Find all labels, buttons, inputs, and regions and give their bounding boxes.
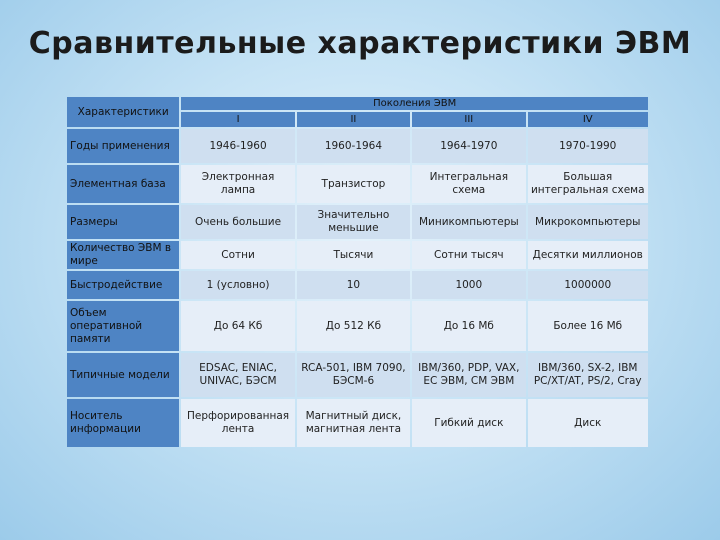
table-cell: Электронная лампа — [181, 165, 294, 203]
table-cell: 1970-1990 — [528, 129, 649, 163]
table-row — [67, 165, 648, 203]
table-cell: EDSAC, ENIAC, UNIVAC, БЭСМ — [181, 353, 294, 397]
row-label: Быстродействие — [67, 271, 179, 299]
table-cell: До 16 Мб — [412, 301, 525, 351]
row-label: Размеры — [67, 205, 179, 239]
row-label: Элементная база — [67, 165, 179, 203]
header-row-generations — [67, 97, 648, 110]
table-cell: IBM/360, SX-2, IBM PC/XT/AT, PS/2, Cray — [528, 353, 649, 397]
table-cell: 1000 — [412, 271, 525, 299]
table-cell: Диск — [528, 399, 649, 447]
table-cell: 1000000 — [528, 271, 649, 299]
header-generation-2: II — [297, 112, 410, 127]
table-cell: Сотни — [181, 241, 294, 269]
row-label: Годы применения — [67, 129, 179, 163]
table-cell: Микрокомпьютеры — [528, 205, 649, 239]
table-cell: Более 16 Мб — [528, 301, 649, 351]
table-row — [67, 205, 648, 239]
table-cell: Сотни тысяч — [412, 241, 525, 269]
table-cell: Десятки миллионов — [528, 241, 649, 269]
table-cell: 10 — [297, 271, 410, 299]
row-label: Типичные модели — [67, 353, 179, 397]
table-cell: Перфорированная лента — [181, 399, 294, 447]
table-row — [67, 353, 648, 397]
row-label: Носитель информации — [67, 399, 179, 447]
table-cell: Очень большие — [181, 205, 294, 239]
table-row — [67, 271, 648, 299]
header-generation-4: IV — [528, 112, 649, 127]
table-row — [67, 129, 648, 163]
table-cell: Значительно меньшие — [297, 205, 410, 239]
table-cell: Интегральная схема — [412, 165, 525, 203]
header-generation-3: III — [412, 112, 525, 127]
header-generation-1: I — [181, 112, 294, 127]
table-cell: Миникомпьютеры — [412, 205, 525, 239]
table-cell: 1964-1970 — [412, 129, 525, 163]
table-row — [67, 301, 648, 351]
table-cell: До 512 Кб — [297, 301, 410, 351]
table-cell: 1960-1964 — [297, 129, 410, 163]
table-cell: Магнитный диск, магнитная лента — [297, 399, 410, 447]
table-cell: 1 (условно) — [181, 271, 294, 299]
table-cell: До 64 Кб — [181, 301, 294, 351]
table-cell: Большая интегральная схема — [528, 165, 649, 203]
header-characteristics: Характеристики — [67, 97, 179, 127]
table-row — [67, 399, 648, 447]
slide-title: Сравнительные характеристики ЭВМ — [28, 26, 692, 61]
table-cell: RCA-501, IBM 7090, БЭСМ-6 — [297, 353, 410, 397]
row-label: Количество ЭВМ в мире — [67, 241, 179, 269]
table-cell: Тысячи — [297, 241, 410, 269]
table-row — [67, 241, 648, 269]
table-cell: IBM/360, PDP, VAX, ЕС ЭВМ, СМ ЭВМ — [412, 353, 525, 397]
table-cell: 1946-1960 — [181, 129, 294, 163]
comparison-table — [65, 95, 650, 449]
table-cell: Транзистор — [297, 165, 410, 203]
header-generations: Поколения ЭВМ — [181, 97, 648, 110]
table-cell: Гибкий диск — [412, 399, 525, 447]
row-label: Объем оперативной памяти — [67, 301, 179, 351]
